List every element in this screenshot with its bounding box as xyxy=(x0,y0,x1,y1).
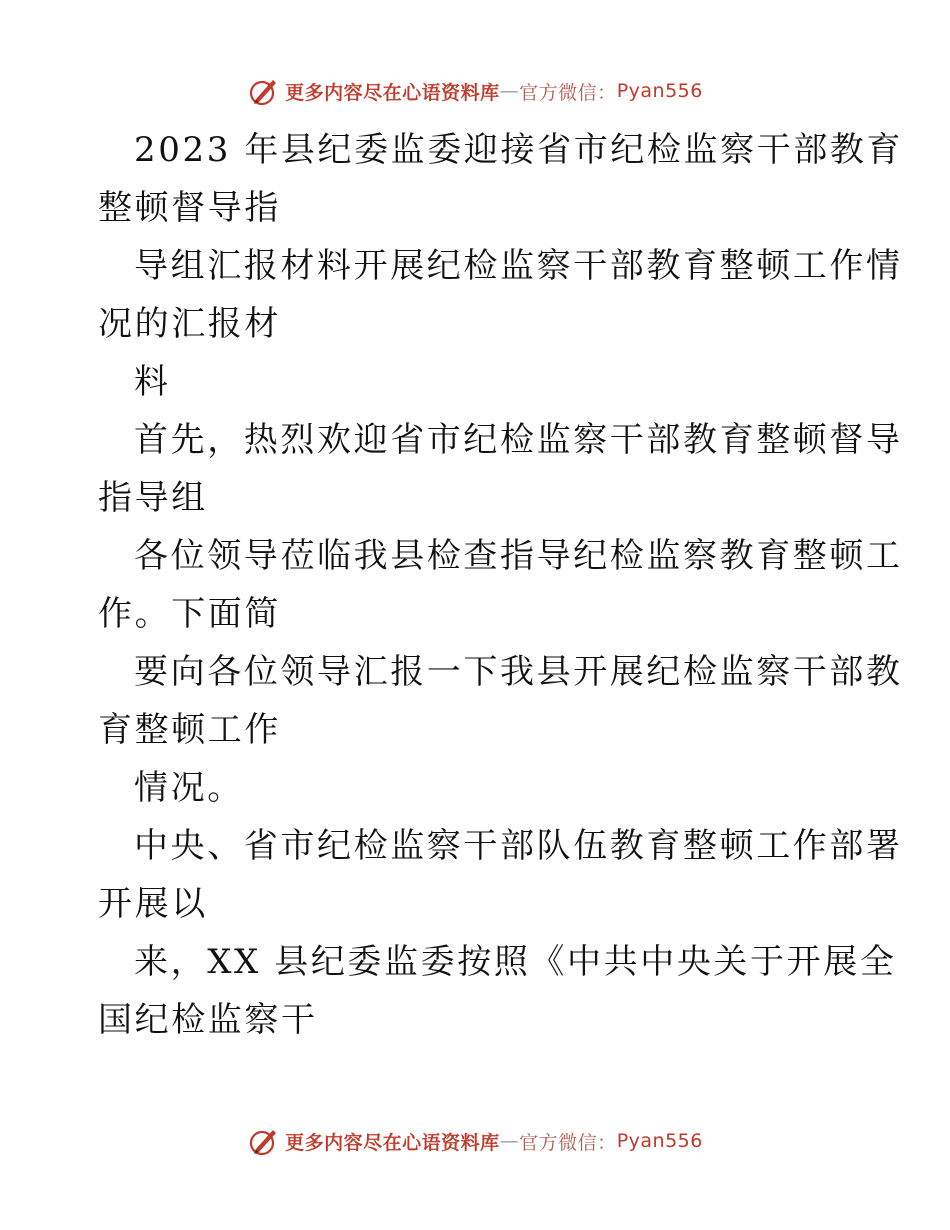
title-line-2: 整顿督导指 xyxy=(98,188,281,228)
banner-main-text: 更多内容尽在心语资料库 xyxy=(285,1131,500,1154)
title-line-5: 料 xyxy=(134,362,171,402)
banner-wechat-account: Pyan556 xyxy=(616,80,703,102)
quill-pen-logo-icon xyxy=(247,1124,281,1158)
title-line-4: 况的汇报材 xyxy=(98,304,281,344)
banner-separator: — xyxy=(499,80,520,102)
paragraph-line: 要向各位领导汇报一下我县开展纪检监察干部教 xyxy=(134,652,903,692)
paragraph-line: 中央、省市纪检监察干部队伍教育整顿工作部署 xyxy=(134,826,903,866)
paragraph-line: 开展以 xyxy=(98,884,208,924)
banner-wechat-account: Pyan556 xyxy=(616,1130,703,1152)
banner-wechat-label: 官方微信： xyxy=(519,1131,617,1154)
document-body xyxy=(98,121,904,1049)
footer-watermark-banner xyxy=(0,1124,950,1158)
paragraph-line: 指导组 xyxy=(98,478,208,518)
paragraph-line: 来，XX 县纪委监委按照《中共中央关于开展全 xyxy=(134,942,897,982)
paragraph-line: 育整顿工作 xyxy=(98,710,281,750)
quill-pen-logo-icon xyxy=(247,74,281,108)
banner-main-text: 更多内容尽在心语资料库 xyxy=(285,81,500,104)
paragraph-line: 情况。 xyxy=(134,768,244,808)
title-line-1: 2023 年县纪委监委迎接省市纪检监察干部教育 xyxy=(134,130,904,170)
paragraph-line: 国纪检监察干 xyxy=(98,1000,318,1040)
title-line-3: 导组汇报材料开展纪检监察干部教育整顿工作情 xyxy=(134,246,903,286)
banner-separator: — xyxy=(499,1130,520,1152)
header-watermark-banner xyxy=(0,74,950,108)
paragraph-line: 作。下面简 xyxy=(98,594,281,634)
banner-wechat-label: 官方微信： xyxy=(519,81,617,104)
paragraph-line: 首先，热烈欢迎省市纪检监察干部教育整顿督导 xyxy=(134,420,903,460)
paragraph-line: 各位领导莅临我县检查指导纪检监察教育整顿工 xyxy=(134,536,903,576)
